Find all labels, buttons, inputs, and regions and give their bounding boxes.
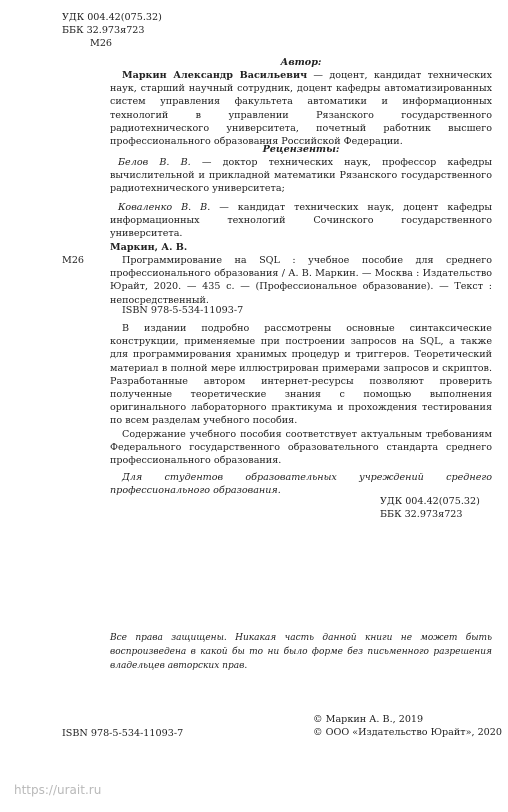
udk-code: УДК 004.42(075.32) (62, 12, 162, 23)
udk-code-bottom: УДК 004.42(075.32) (380, 496, 480, 507)
reviewer-item (110, 156, 492, 196)
author-heading: Автор: (280, 57, 322, 68)
classification-bottom (380, 495, 500, 521)
copyright-publisher: © ООО «Издательство Юрайт», 2020 (313, 727, 502, 739)
classification-block (62, 11, 262, 51)
reviewer-name: Белов В. В. (118, 157, 191, 168)
reviewers-heading: Рецензенты: (262, 144, 340, 155)
author-info (110, 69, 492, 148)
author-name: Маркин Александр Васильевич (122, 70, 308, 81)
bibliographic-isbn: ISBN 978-5-534-11093-7 (122, 305, 244, 316)
author-sign-code: М26 (90, 38, 113, 50)
rights-notice: Все права защищены. Никакая часть данной книги не может быть воспроизведена в какой бы то ни было форме без письменного разрешения владельцев авторских прав. (110, 633, 492, 671)
reviewer-item (110, 201, 492, 241)
bibliographic-description: Программирование на SQL : учебное пособие для среднего профессионального образования / А. В. Маркин. — Москва : Издательство Юрайт, 2020. — 435 с. — (Профессиональное образование). — Текст : непосредственный. (110, 255, 492, 306)
reviewer-description: — кандидат технических наук, доцент кафедры информационных технологий Сочинского государственного университета. (110, 201, 492, 240)
bibliographic-code: М26 (62, 255, 85, 266)
author-description: — доцент, кандидат технических наук, старший научный сотрудник, доцент кафедры автоматизированных систем управления факультета автоматики и информационных технологий в управлении Рязанского государственного радиотехнического университета, почетный работник высшего профессионального образования Российской Федерации. (110, 70, 492, 148)
bbk-code: ББК 32.973я723 (62, 25, 145, 37)
copyright-block (313, 713, 502, 739)
abstract-paragraph: В издании подробно рассмотрены основные синтаксические конструкции, применяемые при построении запросов на SQL, а также для программирования хранимых процедур и триггеров. Теоретический материал в полной мере иллюстрирован примерами запросов и скриптов. Разработанные автором интернет-ресурсы позволяют проверить полученные теоретические знания с помощью выполнения оригинального лабораторного практикума и прохождения тестирования по всем разделам учебного пособия. (110, 323, 492, 427)
reviewer-name: Коваленко В. В. (118, 201, 211, 213)
abstract-paragraph: Содержание учебного пособия соответствует актуальным требованиям Федерального государственного образовательного стандарта среднего профессионального образования. (110, 428, 492, 467)
bbk-code-bottom: ББК 32.973я723 (380, 509, 463, 521)
reviewer-description: — доктор технических наук, профессор кафедры вычислительной и прикладной математики Рязанского государственного радиотехнического университета; (110, 157, 492, 195)
source-watermark: https://urait.ru (14, 783, 102, 797)
abstract (110, 322, 492, 498)
bibliographic-author: Маркин, А. В. (110, 242, 188, 253)
reviewers-list (110, 156, 492, 240)
target-audience: Для студентов образовательных учреждений среднего профессионального образования. (110, 472, 492, 497)
copyright-author: © Маркин А. В., 2019 (313, 714, 424, 725)
footer-isbn: ISBN 978-5-534-11093-7 (62, 728, 184, 739)
